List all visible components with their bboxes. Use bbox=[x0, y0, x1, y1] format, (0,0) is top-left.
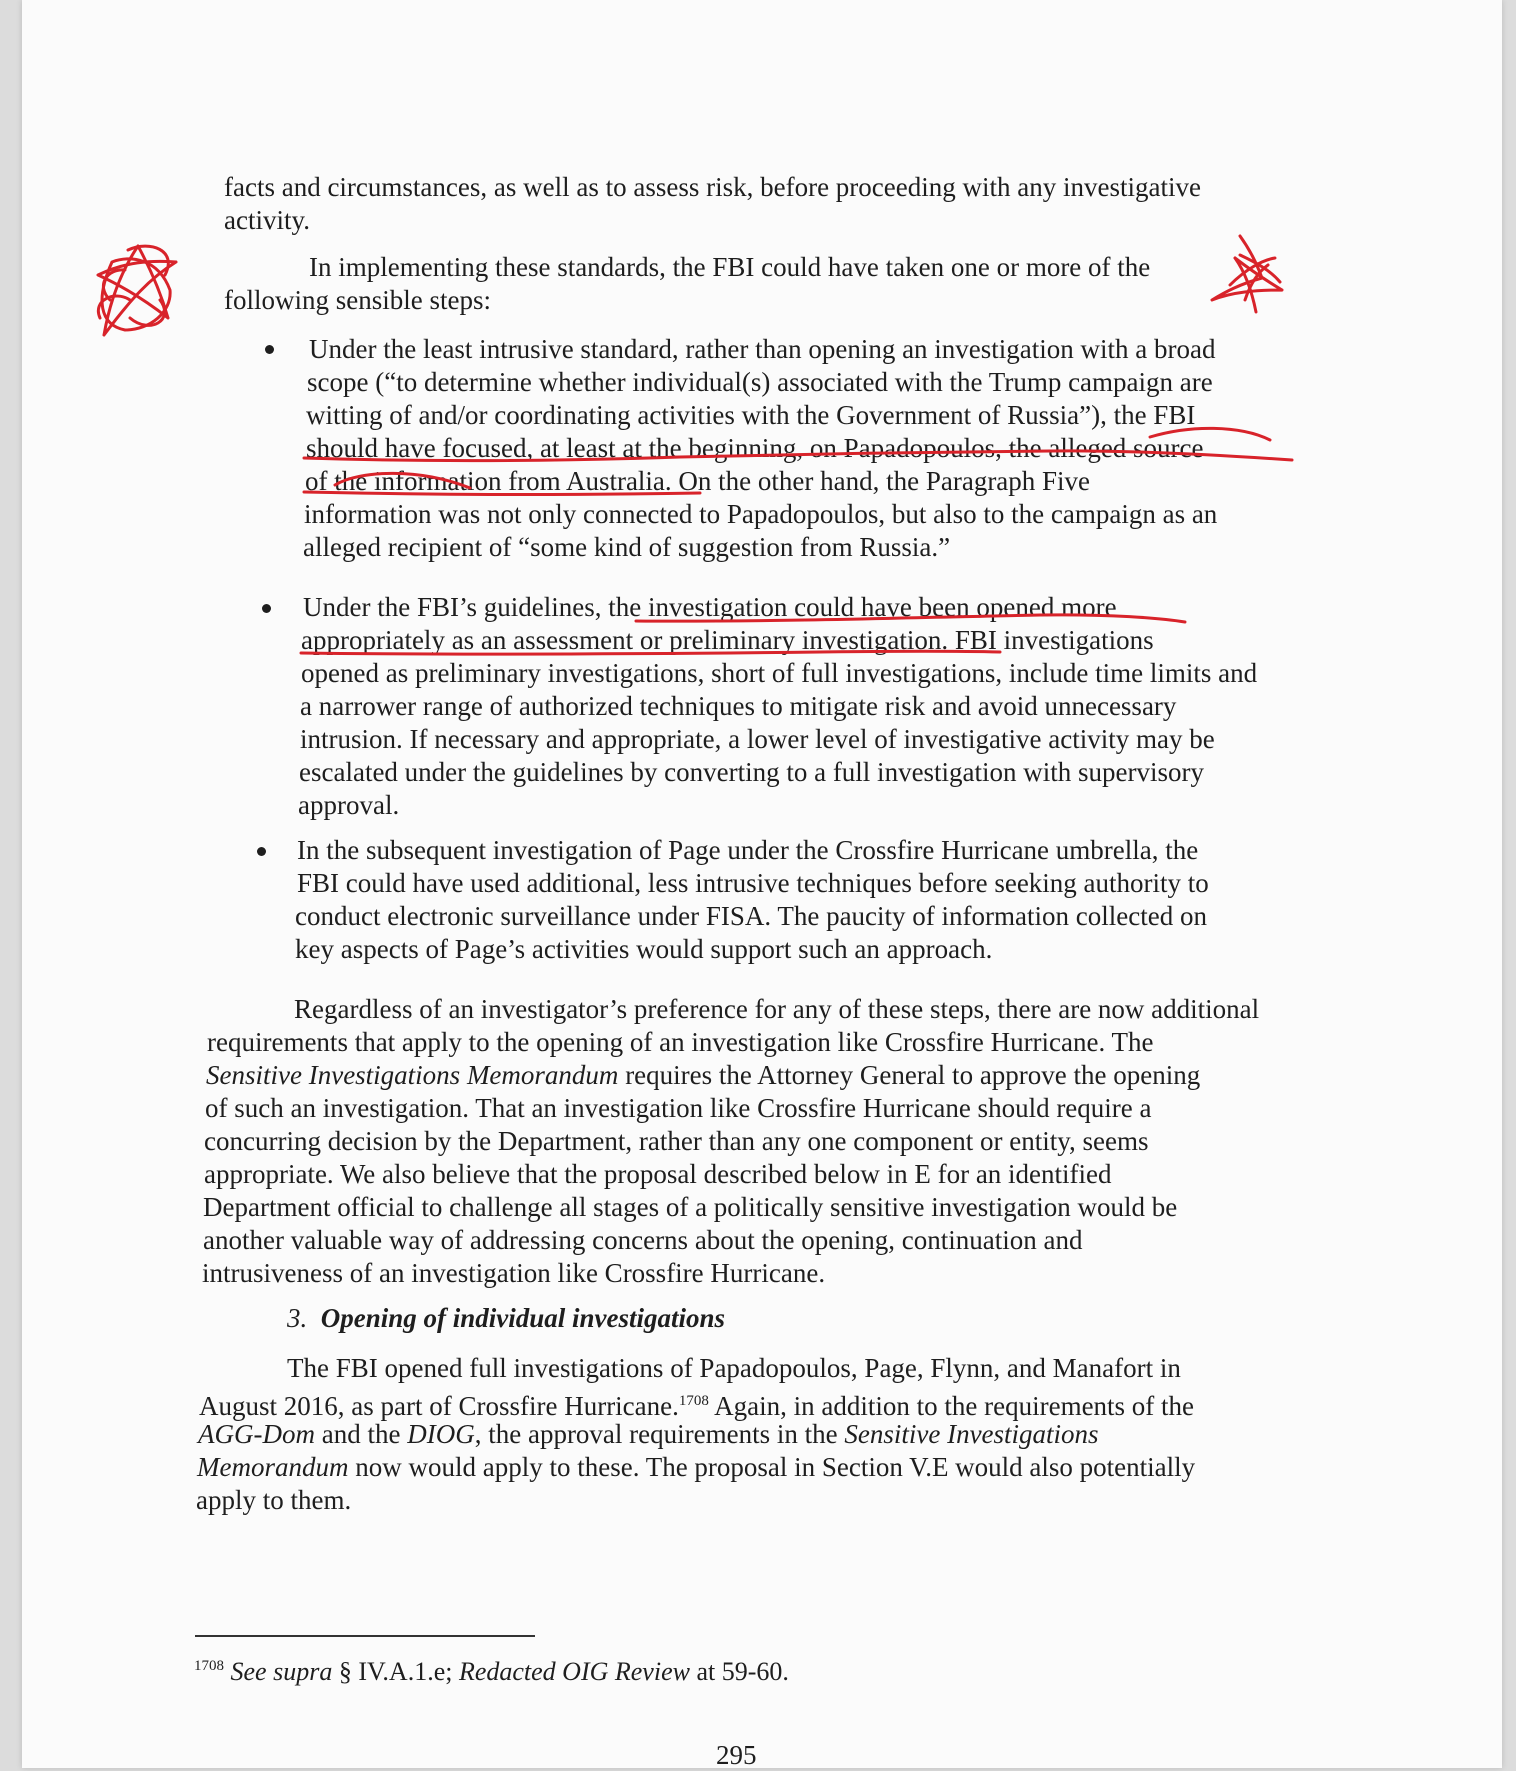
paragraph-line: another valuable way of addressing concerns about the opening, continuation and bbox=[203, 1225, 1083, 1255]
paragraph-line: concurring decision by the Department, rather than any one component or entity, seems bbox=[204, 1126, 1149, 1156]
bullet-line: opened as preliminary investigations, short of full investigations, include time limits and bbox=[301, 658, 1258, 688]
paragraph-line: The FBI opened full investigations of Papadopoulos, Page, Flynn, and Manafort in bbox=[287, 1353, 1181, 1383]
bullet-line: Under the FBI’s guidelines, the investigation could have been opened more bbox=[303, 592, 1117, 622]
bullet-line: Under the least intrusive standard, rather than opening an investigation with a broad bbox=[309, 334, 1216, 364]
footnote-divider bbox=[195, 1635, 535, 1637]
bullet-line: conduct electronic surveillance under FISA. The paucity of information collected on bbox=[295, 901, 1207, 931]
paragraph-line: Memorandum now would apply to these. The proposal in Section V.E would also potentially bbox=[197, 1452, 1196, 1482]
bullet-line: FBI could have used additional, less intrusive techniques before seeking authority to bbox=[297, 868, 1209, 898]
paragraph-line: Sensitive Investigations Memorandum requires the Attorney General to approve the opening bbox=[206, 1060, 1201, 1090]
footnote-reference[interactable]: 1708 bbox=[678, 1393, 709, 1409]
paragraph-line: AGG-Dom and the DIOG, the approval requirements in the Sensitive Investigations bbox=[198, 1419, 1099, 1449]
paragraph-line: August 2016, as part of Crossfire Hurricane.$^{1708}$ Again, in addition to the requirements of the bbox=[199, 1391, 1195, 1421]
bullet-line: of the information from Australia. On the other hand, the Paragraph Five bbox=[305, 466, 1091, 496]
footnote: $^{1708}$ See supra § IV.A.1.e; Redacted OIG Review at 59-60. bbox=[194, 1657, 789, 1686]
paragraph-line: activity. bbox=[224, 205, 310, 235]
page-number: 295 bbox=[716, 1740, 757, 1770]
bullet-line: escalated under the guidelines by converting to a full investigation with supervisory bbox=[299, 757, 1205, 787]
paragraph-line: apply to them. bbox=[196, 1485, 352, 1515]
footnote-number: 1708 bbox=[194, 1658, 224, 1674]
bullet-line: intrusion. If necessary and appropriate, a lower level of investigative activity may be bbox=[300, 724, 1215, 754]
paragraph-line: Department official to challenge all stages of a politically sensitive investigation would be bbox=[203, 1192, 1178, 1222]
paragraph-line: following sensible steps: bbox=[224, 285, 491, 315]
bullet-line: appropriately as an assessment or preliminary investigation. FBI investigations bbox=[301, 625, 1154, 655]
bullet-line: In the subsequent investigation of Page under the Crossfire Hurricane umbrella, the bbox=[297, 835, 1199, 865]
bullet-line: should have focused, at least at the beginning, on Papadopoulos, the alleged source bbox=[306, 433, 1204, 463]
bullet-line: scope (“to determine whether individual(s) associated with the Trump campaign are bbox=[307, 367, 1213, 397]
bullet-marker bbox=[262, 604, 271, 613]
bullet-line: alleged recipient of “some kind of suggestion from Russia.” bbox=[303, 532, 951, 562]
bullet-marker bbox=[257, 847, 266, 856]
paragraph-line: facts and circumstances, as well as to assess risk, before proceeding with any investigative bbox=[224, 172, 1201, 202]
section-title: Opening of individual investigations bbox=[320, 1303, 726, 1333]
paragraph-line: appropriate. We also believe that the proposal described below in E for an identified bbox=[204, 1159, 1112, 1189]
paragraph-line: intrusiveness of an investigation like Crossfire Hurricane. bbox=[202, 1258, 826, 1288]
paragraph-line: In implementing these standards, the FBI could have taken one or more of the bbox=[309, 252, 1151, 282]
bullet-marker bbox=[265, 345, 274, 354]
paragraph-line: Regardless of an investigator’s preference for any of these steps, there are now additional bbox=[294, 994, 1260, 1024]
bullet-line: approval. bbox=[298, 790, 400, 820]
section-heading bbox=[287, 1302, 725, 1335]
bullet-line: information was not only connected to Papadopoulos, but also to the campaign as an bbox=[304, 499, 1218, 529]
italic-title: Sensitive Investigations Memorandum bbox=[206, 1060, 619, 1090]
bullet-line: a narrower range of authorized techniques to mitigate risk and avoid unnecessary bbox=[300, 691, 1177, 721]
section-number: 3. bbox=[287, 1303, 308, 1333]
bullet-line: witting of and/or coordinating activities with the Government of Russia”), the FBI bbox=[306, 400, 1196, 430]
paragraph-line: requirements that apply to the opening of an investigation like Crossfire Hurricane. The bbox=[207, 1027, 1154, 1057]
bullet-line: key aspects of Page’s activities would support such an approach. bbox=[295, 934, 993, 964]
paragraph-line: of such an investigation. That an investigation like Crossfire Hurricane should require a bbox=[205, 1093, 1152, 1123]
